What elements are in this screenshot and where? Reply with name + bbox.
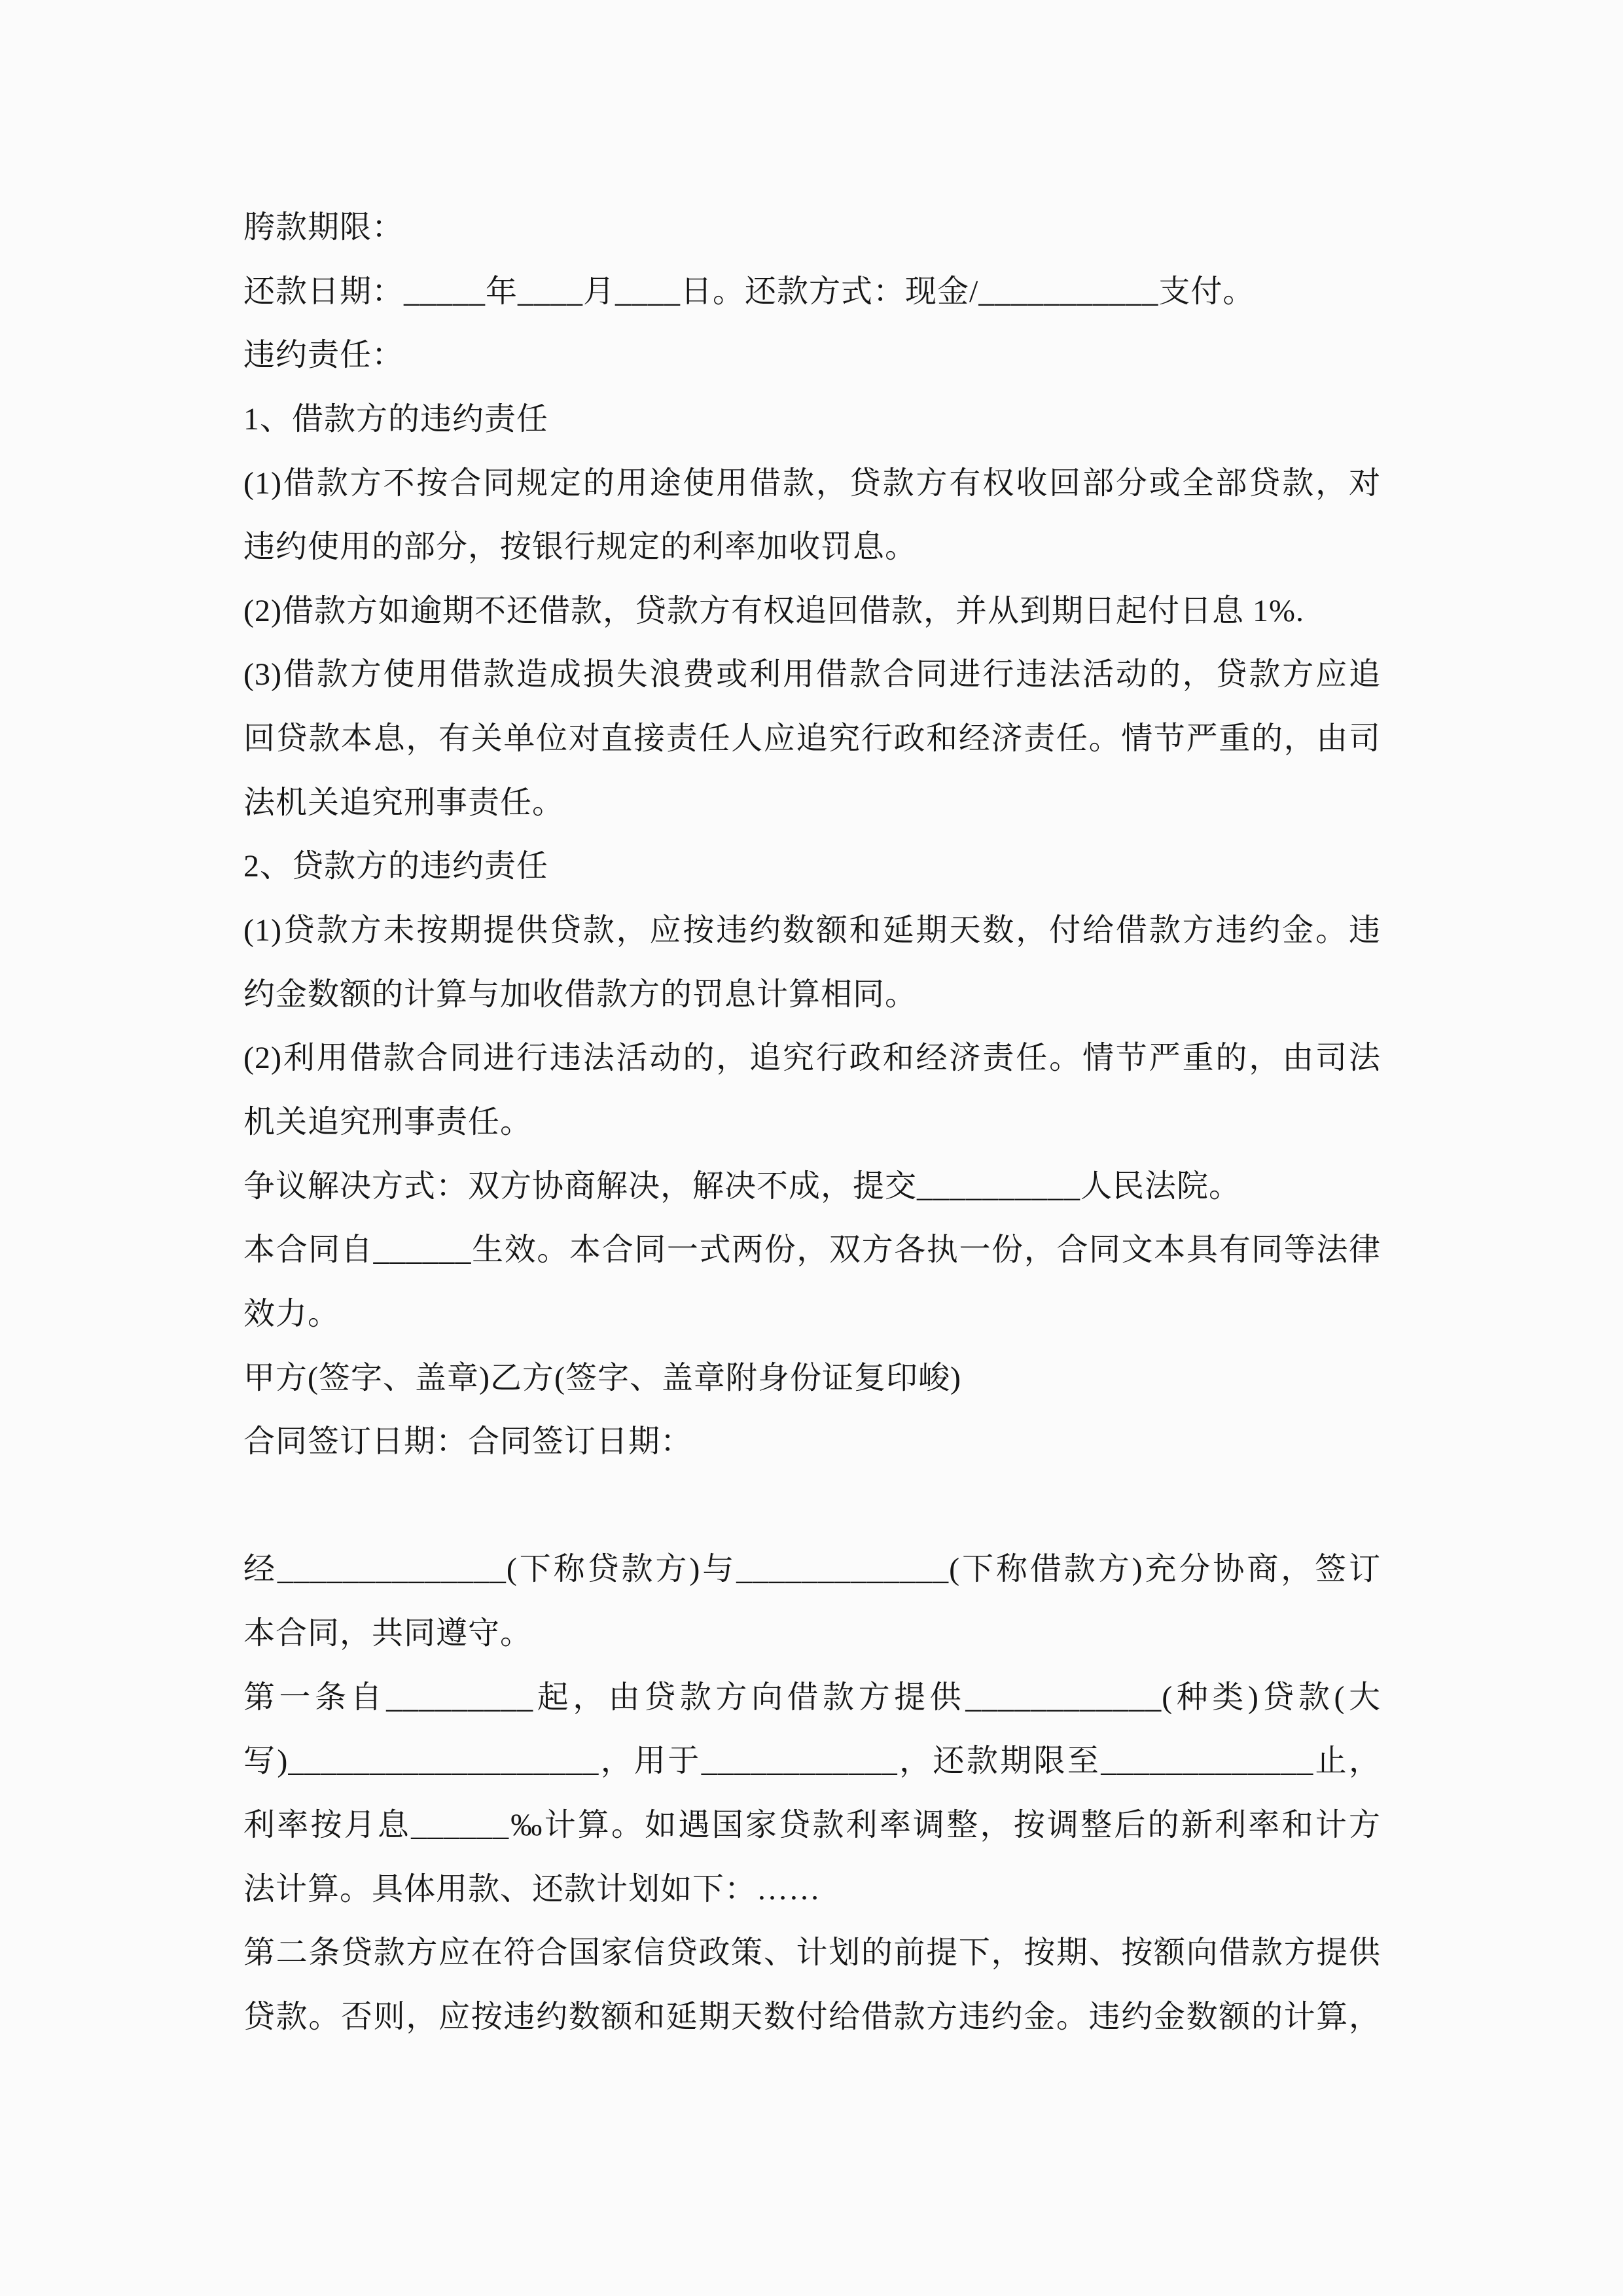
text-line: 胯款期限： bbox=[243, 210, 404, 245]
text-line: 还款日期：_____年____月____日。还款方式：现金/___________支付。 bbox=[243, 274, 1255, 309]
text-line: (3)借款方使用借款造成损失浪费或利用借款合同进行违法活动的，贷款方应追 bbox=[243, 657, 1381, 692]
text-line: (2)借款方如逾期不还借款，贷款方有权追回借款，并从到期日起付日息 1%. bbox=[243, 593, 1304, 628]
text-line: 效力。 bbox=[243, 1296, 340, 1331]
text-line: 违约责任： bbox=[243, 338, 404, 373]
text-line: 约金数额的计算与加收借款方的罚息计算相同。 bbox=[243, 977, 918, 1012]
text-line: (1)贷款方未按期提供贷款，应按违约数额和延期天数，付给借款方违约金。违 bbox=[243, 913, 1381, 948]
text-line: 利率按月息______‰计算。如遇国家贷款利率调整，按调整后的新利率和计方 bbox=[243, 1808, 1381, 1843]
text-line: 甲方(签字、盖章)乙方(签字、盖章附身份证复印峻) bbox=[243, 1360, 961, 1395]
text-line: 法计算。具体用款、还款计划如下：…… bbox=[243, 1871, 821, 1907]
text-line: 违约使用的部分，按银行规定的利率加收罚息。 bbox=[243, 529, 918, 565]
text-line: (1)借款方不按合同规定的用途使用借款，贷款方有权收回部分或全部贷款，对 bbox=[243, 465, 1381, 501]
text-line: (2)利用借款合同进行违法活动的，追究行政和经济责任。情节严重的，由司法 bbox=[243, 1041, 1381, 1076]
text-line: 回贷款本息，有关单位对直接责任人应追究行政和经济责任。情节严重的，由司 bbox=[243, 721, 1381, 757]
text-line: 第一条自_________起，由贷款方向借款方提供____________(种类)贷款(大 bbox=[243, 1679, 1381, 1715]
text-line: 第二条贷款方应在符合国家信贷政策、计划的前提下，按期、按额向借款方提供 bbox=[243, 1935, 1381, 1971]
text-line: 机关追究刑事责任。 bbox=[243, 1104, 533, 1139]
text-line: 本合同，共同遵守。 bbox=[243, 1616, 533, 1651]
blank-line bbox=[243, 1474, 1381, 1538]
text-line: 本合同自______生效。本合同一式两份，双方各执一份，合同文本具有同等法律 bbox=[243, 1232, 1381, 1268]
text-line: 争议解决方式：双方协商解决，解决不成，提交__________人民法院。 bbox=[243, 1168, 1241, 1204]
text-line: 写)___________________，用于____________，还款期限至_____________止， bbox=[243, 1744, 1381, 1779]
text-line: 合同签订日期：合同签订日期： bbox=[243, 1424, 693, 1460]
text-line: 2、贷款方的违约责任 bbox=[243, 849, 549, 884]
text-line: 贷款。否则，应按违约数额和延期天数付给借款方违约金。违约金数额的计算， bbox=[243, 1999, 1381, 2034]
text-line: 法机关追究刑事责任。 bbox=[243, 785, 565, 820]
text-line: 1、借款方的违约责任 bbox=[243, 401, 549, 437]
text-line: 经______________(下称贷款方)与_____________(下称借款方)充分协商，签订 bbox=[243, 1552, 1381, 1587]
